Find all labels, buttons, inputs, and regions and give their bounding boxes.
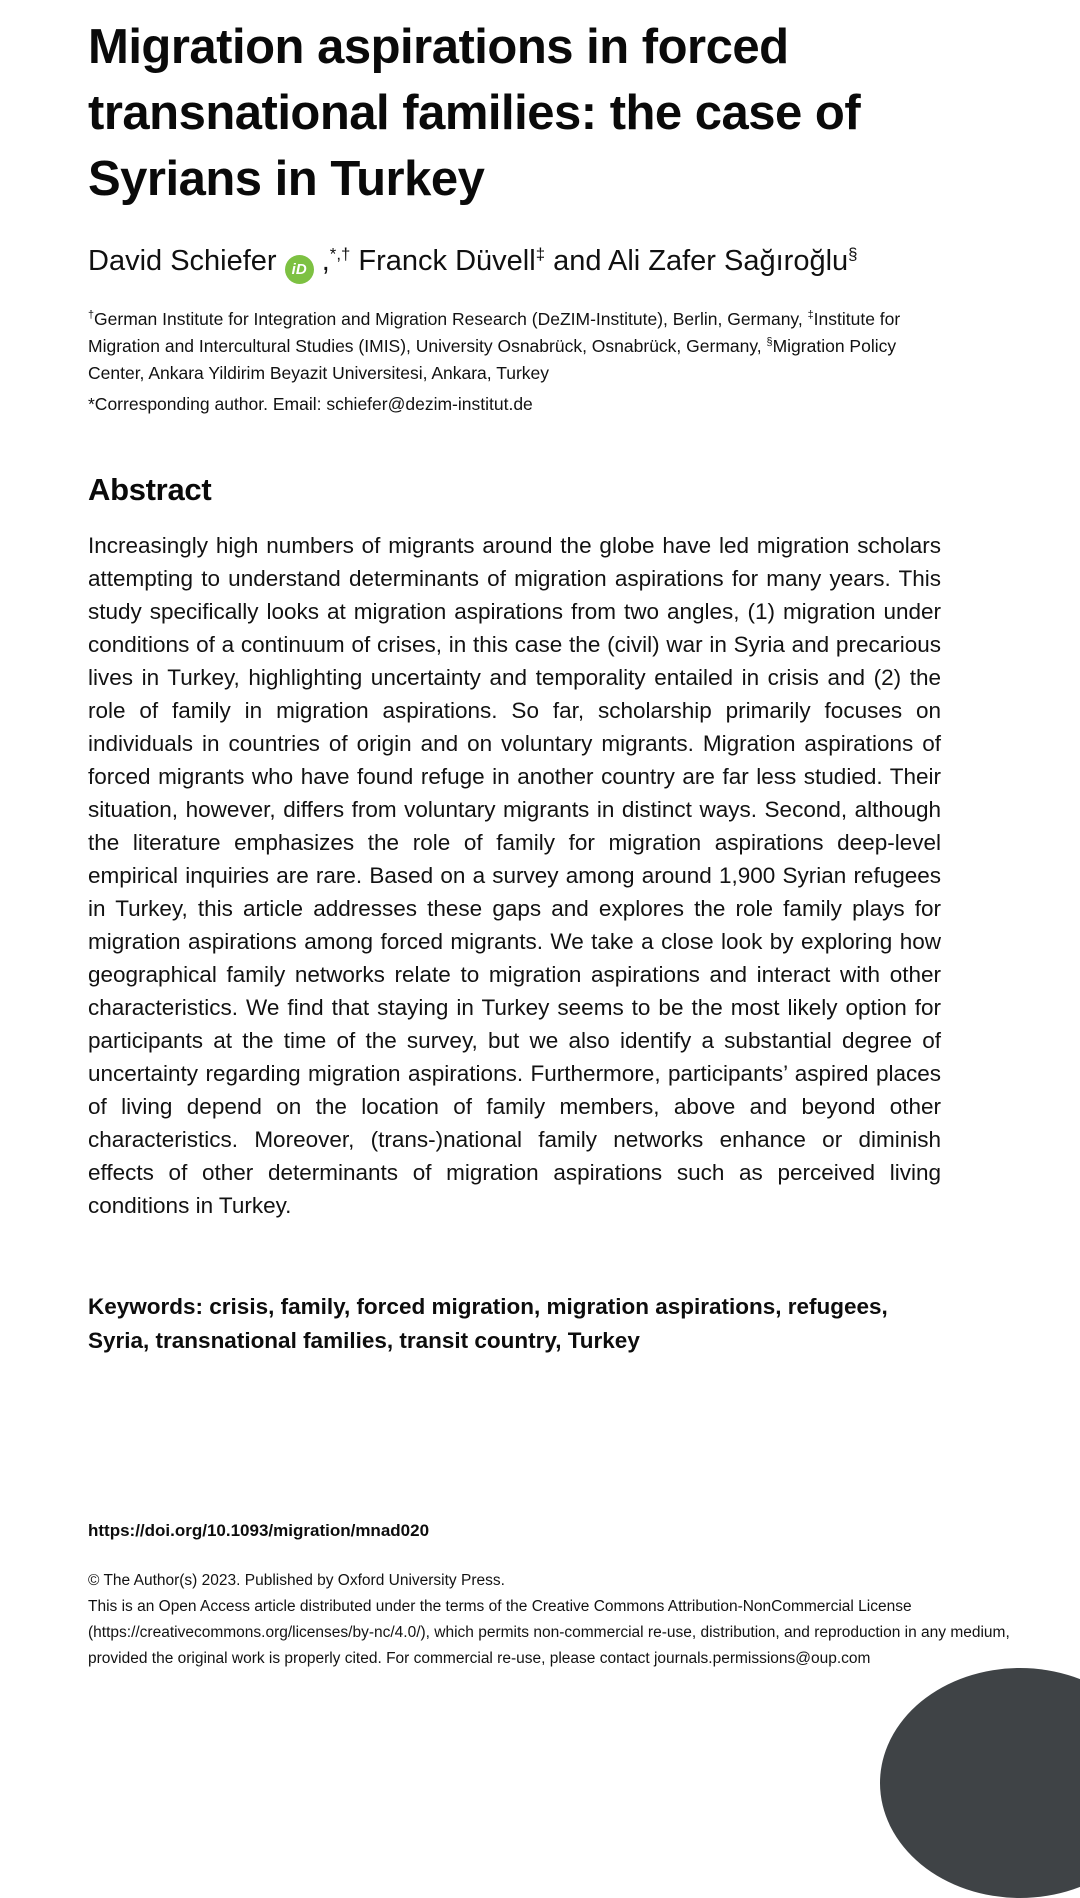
affiliation-3: Migration Policy Center, Ankara Yildirim Beyazit Universitesi, Ankara, Turkey [88, 336, 897, 383]
page-content [88, 0, 941, 1358]
author-name-3: Ali Zafer Sağıroğlu [607, 245, 849, 277]
affiliation-1: German Institute for Integration and Migration Research (DeZIM-Institute), Berlin, Germany, [94, 309, 808, 329]
corresponding-author-prefix: *Corresponding author. Email: [88, 394, 327, 414]
abstract-heading: Abstract [88, 472, 212, 507]
corner-decoration-circle [880, 1668, 1080, 1898]
and-text: and [553, 245, 602, 277]
copyright-line: © The Author(s) 2023. Published by Oxford University Press. [88, 1572, 505, 1589]
corresponding-author-email-link[interactable]: schiefer@dezim-institut.de [326, 394, 533, 414]
affiliations-block [88, 306, 941, 387]
affiliation-marker-double-dagger: ‡ [807, 309, 814, 322]
copyright-block [88, 1568, 1014, 1672]
doi-link[interactable]: https://doi.org/10.1093/migration/mnad020 [88, 1521, 430, 1540]
author-1-affiliation-marker: *,† [329, 244, 351, 264]
author-2-affiliation-marker: ‡ [535, 244, 546, 264]
author-name-1: David Schiefer [88, 245, 277, 277]
keywords-label: Keywords: [88, 1294, 210, 1319]
abstract-text: Increasingly high numbers of migrants around the globe have led migration scholars attempting to understand determinants of migration aspirations for many years. This study specifically looks at migration aspirations from two angles, (1) migration under conditions of a continuum of crises, in this case the (civil) war in Syria and precarious lives in Turkey, highlighting uncertainty and temporality entailed in crisis and (2) the role of family in migration aspirations. So far, scholarship primarily focuses on individuals in countries of origin and on voluntary migrants. Migration aspirations of forced migrants who have found refuge in another country are far less studied. Their situation, however, differs from voluntary migrants in distinct ways. Second, although the literature emphasizes the role of family for migration aspirations deep-level empirical inquiries are rare. Based on a survey among around 1,900 Syrian refugees in Turkey, this article addresses these gaps and explores the role family plays for migration aspirations among forced migrants. We take a close look by exploring how geographical family networks relate to migration aspirations and interact with other characteristics. We find that staying in Turkey seems to be the most likely option for participants at the time of the survey, but we also identify a substantial degree of uncertainty regarding migration aspirations. Furthermore, participants’ aspired places of living depend on the location of family members, above and beyond other characteristics. Moreover, (trans-)national family networks enhance or diminish effects of other determinants of migration aspirations such as perceived living conditions in Turkey. [88, 533, 941, 1218]
affiliation-marker-dagger: † [88, 309, 95, 322]
keywords-block [88, 1290, 941, 1358]
author-separator: , [321, 245, 330, 277]
author-name-2: Franck Düvell [358, 245, 536, 277]
corresponding-author-line [88, 391, 941, 418]
keywords-list: crisis, family, forced migration, migration aspirations, refugees, Syria, transnational families, transit country, Turkey [88, 1294, 888, 1353]
orcid-icon[interactable]: iD [285, 255, 314, 284]
author-3-affiliation-marker: § [848, 244, 858, 264]
open-access-license-text: This is an Open Access article distributed under the terms of the Creative Commons Attribution-NonCommercial License (https://creativecommons.org/licenses/by-nc/4.0/), which permits non-commercial re-use, distribution, and reproduction in any medium, provided the original work is properly cited. For commercial re-use, please contact journals.permissions@oup.com [88, 1598, 1010, 1667]
affiliation-2: Institute for Migration and Intercultural Studies (IMIS), University Osnabrück, Osnabrück, Germany, [88, 309, 901, 356]
paper-title: Migration aspirations in forced transnational families: the case of Syrians in Turkey [88, 20, 861, 206]
affiliation-marker-section: § [766, 336, 773, 349]
author-line [88, 245, 941, 284]
footer-block [88, 1521, 1014, 1672]
